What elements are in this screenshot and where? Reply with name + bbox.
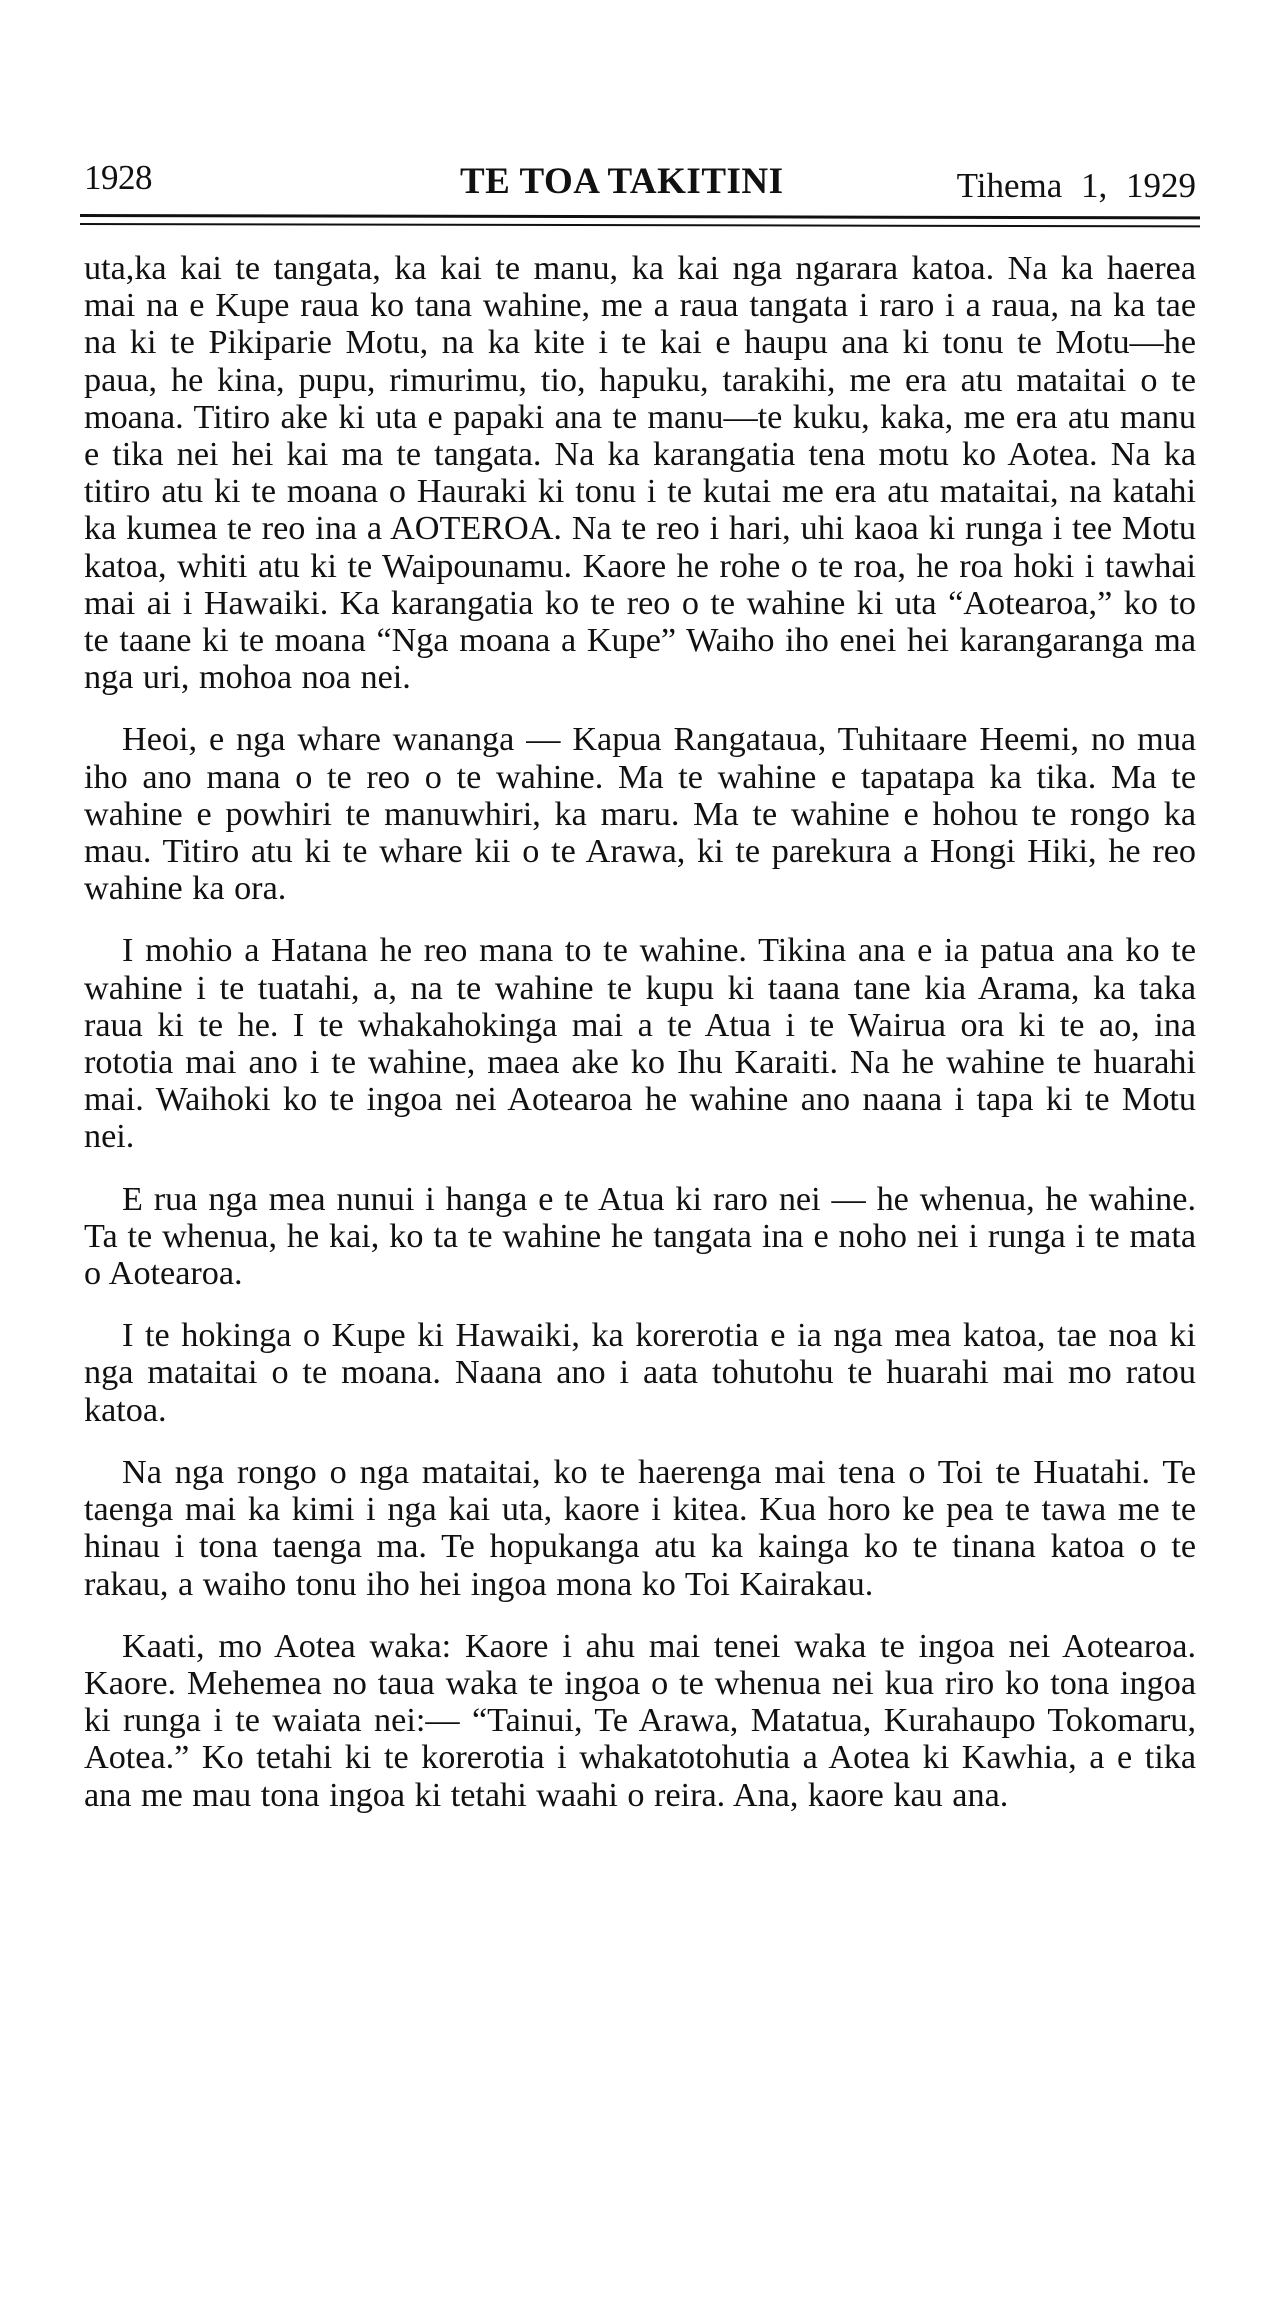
article-body — [84, 250, 1196, 1839]
header-rule-thick — [80, 214, 1200, 219]
page-number: 1928 — [84, 158, 152, 197]
paragraph-6: Na nga rongo o nga mataitai, ko te haerenga mai tena o Toi te Huatahi. Te taenga mai ka kimi i nga kai uta, kaore i kitea. Kua horo ke pea te tawa me te hinau i tona taenga ma. Te hopukanga atu ka kainga ko te tinana katoa o te rakau, a waiho tonu iho hei ingoa mona ko Toi Kairakau. — [84, 1453, 1196, 1603]
publication-title: TE TOA TAKITINI — [460, 161, 784, 202]
paragraph-1: uta,ka kai te tangata, ka kai te manu, ka kai nga ngarara katoa. Na ka haerea mai na e Kupe raua ko tana wahine, me a raua tangata i raro i a raua, na ka tae na ki te Pikiparie Motu, na ka kite i te kai e haupu ana ki tonu te Motu—he paua, he kina, pupu, rimurimu, tio, hapuku, tarakihi, me era atu mataitai o te moana. Titiro ake ki uta e papaki ana te manu—te kuku, kaka, me era atu manu e tika nei hei kai ma te tangata. Na ka karangatia tena motu ko Aotea. Na ka titiro atu ki te moana o Hauraki ki tonu i te kutai me era atu mataitai, na katahi ka kumea te reo ina a AOTEROA. Na te reo i hari, uhi kaoa ki runga i tee Motu katoa, whiti atu ki te Waipounamu. Kaore he rohe o te roa, he roa hoki i tawhai mai ai i Hawaiki. Ka karangatia ko te reo o te wahine ki uta “Aotearoa,” ko to te taane ki te moana “Nga moana a Kupe” Waiho iho enei hei karangaranga ma nga uri, mohoa noa nei. — [84, 250, 1196, 697]
paragraph-3: I mohio a Hatana he reo mana to te wahine. Tikina ana e ia patua ana ko te wahine i te tuatahi, a, na te wahine te kupu ki taana tane kia Arama, ka taka raua ki te he. I te whakahokinga mai a te Atua i te Wairua ora ki te ao, ina rototia mai ano i te wahine, maea ake ko Ihu Karaiti. Na he wahine te huarahi mai. Waihoki ko te ingoa nei Aotearoa he wahine ano naana i tapa ki te Motu nei. — [84, 932, 1196, 1156]
paragraph-7: Kaati, mo Aotea waka: Kaore i ahu mai tenei waka te ingoa nei Aotearoa. Kaore. Mehemea no taua waka te ingoa o te whenua nei kua riro ko tona ingoa ki runga i te waiata nei:— “Tainui, Te Arawa, Matatua, Kurahaupo Tokomaru, Aotea.” Ko tetahi ki te korerotia i whakatotohutia a Aotea ki Kawhia, a e tika ana me mau tona ingoa ki tetahi waahi o reira. Ana, kaore kau ana. — [84, 1627, 1196, 1814]
paragraph-4: E rua nga mea nunui i hanga e te Atua ki raro nei — he whenua, he wahine. Ta te whenua, he kai, ko ta te wahine he tangata ina e noho nei i runga i te mata o Aotearoa. — [84, 1180, 1196, 1293]
running-header — [84, 158, 1196, 208]
issue-date: Tihema 1, 1929 — [956, 166, 1196, 205]
paragraph-2: Heoi, e nga whare wananga — Kapua Rangataua, Tuhitaare Heemi, no mua iho ano mana o te reo o te wahine. Ma te wahine e tapatapa ka tika. Ma te wahine e powhiri te manuwhiri, ka maru. Ma te wahine e hohou te rongo ka mau. Titiro atu ki te whare kii o te Arawa, ki te parekura a Hongi Hiki, he reo wahine ka ora. — [84, 721, 1196, 908]
header-rule-thin — [80, 223, 1200, 227]
paragraph-5: I te hokinga o Kupe ki Hawaiki, ka korerotia e ia nga mea katoa, tae noa ki nga mataitai o te moana. Naana ano i aata tohutohu te huarahi mai mo ratou katoa. — [84, 1317, 1196, 1429]
